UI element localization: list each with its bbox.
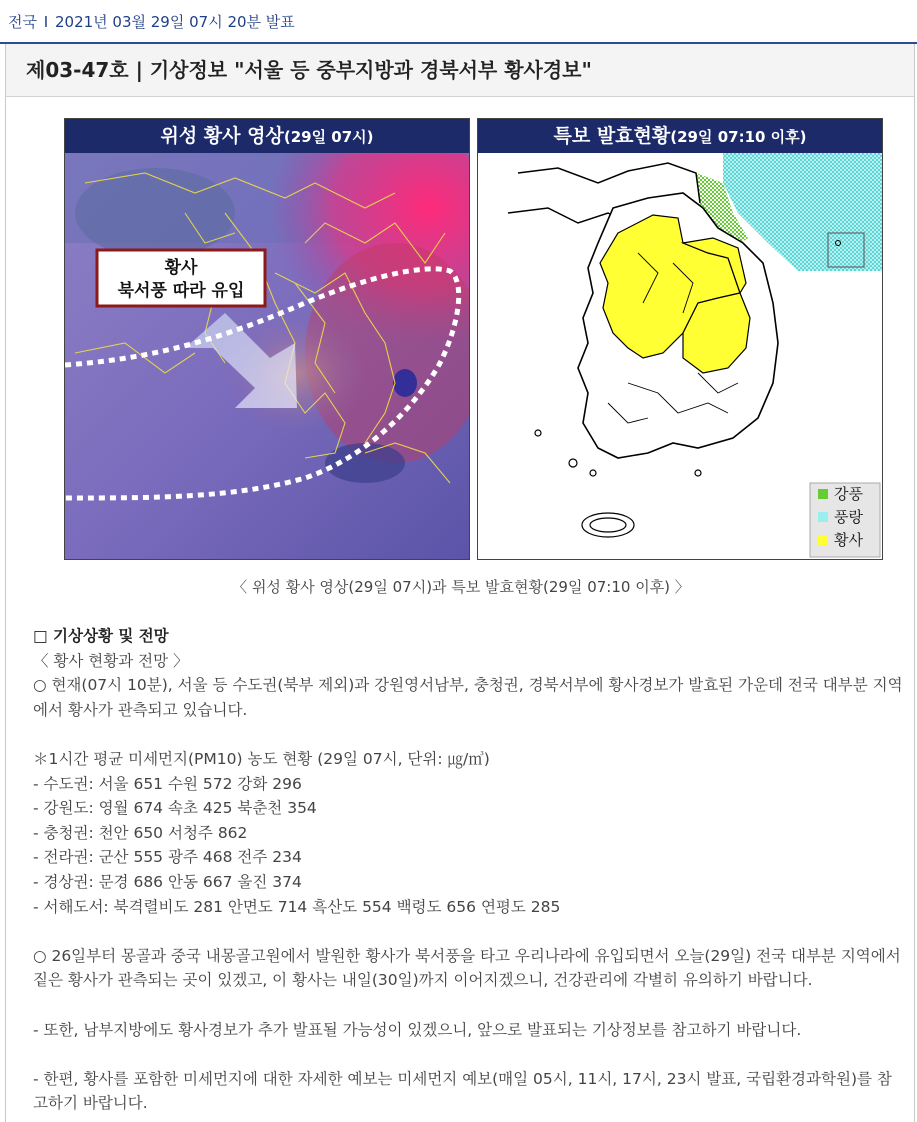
announcement-header [0, 0, 917, 44]
warning-map [478, 153, 882, 559]
warning-status-map [477, 118, 883, 560]
dust-forecast-reference-paragraph: - 한편, 황사를 포함한 미세먼지에 대한 자세한 예보는 미세먼지 예보(매일 05시, 11시, 17시, 23시 발표, 국립환경과학원)를 참고하기 바랍니다. [33, 1069, 892, 1113]
section-heading: □ 기상상황 및 전망 [33, 627, 169, 645]
announcement-datetime: 2021년 03월 29일 07시 20분 발표 [54, 13, 295, 31]
pm-line: - 경상권: 문경 686 안동 667 울진 374 [33, 872, 302, 891]
legend-swatch-high-seas [818, 512, 828, 522]
bulletin-title: 제03-47호 | 기상정보 "서울 등 중부지방과 경북서부 황사경보" [6, 44, 914, 97]
pm-line: - 수도권: 서울 651 수원 572 강화 296 [33, 774, 302, 793]
warning-map-title [478, 119, 882, 153]
region-label: 전국 [8, 13, 37, 31]
pm-line: - 충청권: 천안 650 서청주 862 [33, 823, 248, 842]
pm-line: - 강원도: 영월 674 속초 425 북춘천 354 [33, 799, 317, 818]
legend-swatch-yellow-dust [818, 535, 828, 545]
bulletin-panel [5, 44, 915, 1122]
satellite-title-sub: (29일 07시) [283, 128, 374, 146]
legend-swatch-strong-wind [818, 489, 828, 499]
warning-legend [810, 483, 880, 557]
legend-label-yellow-dust: 황사 [834, 531, 863, 549]
satellite-image-title [65, 119, 469, 153]
annotation-line2: 북서풍 따라 유입 [117, 281, 245, 301]
additional-warning-paragraph: - 또한, 남부지방에도 황사경보가 추가 발표될 가능성이 있겠으니, 앞으로 발표되는 기상정보를 참고하기 바랍니다. [33, 1020, 802, 1039]
annotation-line1: 황사 [164, 258, 198, 278]
current-status-paragraph: ○ 현재(07시 10분), 서울 등 수도권(북부 제외)과 강원영서남부, 충청권, 경북서부에 황사경보가 발효된 가운데 전국 대부분 지역에서 황사가 관측되고 있습니다. [33, 676, 903, 719]
forecast-paragraph: ○ 26일부터 몽골과 중국 내몽골고원에서 발원한 황사가 북서풍을 타고 우리나라에 유입되면서 오늘(29일) 전국 대부분 지역에서 짙은 황사가 관측되는 곳이 있겠고, 이 황사는 내일(30일)까지 이어지겠으니, 건강관리에 각별히 유의하기 바랍니다. [33, 946, 901, 990]
legend-label-strong-wind: 강풍 [834, 485, 863, 503]
pm-title: ＊1시간 평균 미세먼지(PM10) 농도 현황 (29일 07시, 단위: ㎍/㎥) [33, 749, 490, 768]
satellite-title-main: 위성 황사 영상 [160, 125, 284, 147]
bulletin-body [33, 624, 903, 1116]
section-subheading: 〈 황사 현황과 전망 〉 [33, 651, 189, 670]
weather-figure [64, 118, 884, 560]
warning-title-sub: (29일 07:10 이후) [670, 128, 807, 146]
satellite-dust-image [64, 118, 470, 560]
pm-line: - 서해도서: 북격렬비도 281 안면도 714 흑산도 554 백령도 656 연평도 285 [33, 897, 561, 916]
satellite-map [65, 153, 469, 559]
legend-label-high-seas: 풍랑 [834, 508, 863, 526]
warning-title-main: 특보 발효현황 [553, 125, 671, 147]
pm-line: - 전라권: 군산 555 광주 468 전주 234 [33, 848, 302, 867]
separator: I [43, 13, 49, 31]
figure-caption: 〈 위성 황사 영상(29일 07시)과 특보 발효현황(29일 07:10 이후) 〉 [232, 578, 690, 596]
